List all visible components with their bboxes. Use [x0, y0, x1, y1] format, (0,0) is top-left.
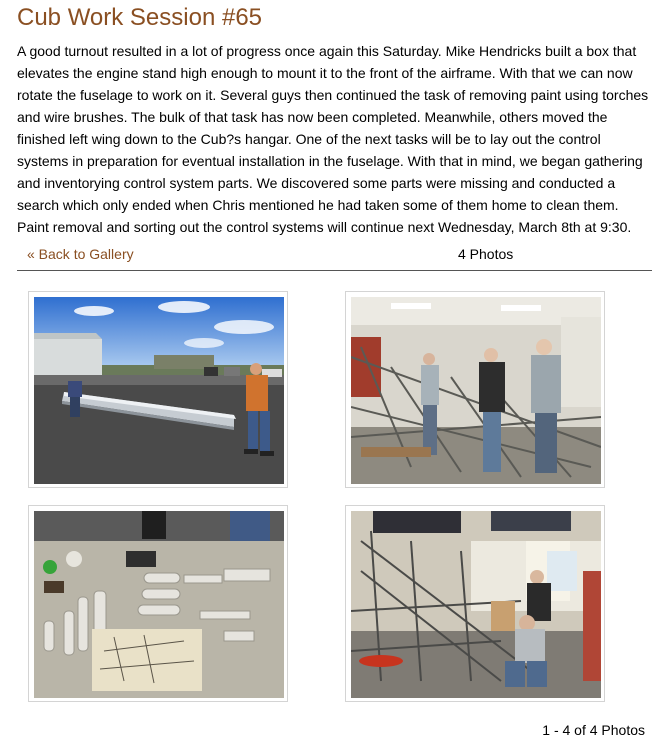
page-title: Cub Work Session #65: [17, 4, 263, 31]
photo-fuselage-workshop: [351, 511, 601, 698]
photo-thumbnail-2[interactable]: [345, 291, 605, 488]
pagination-summary: 1 - 4 of 4 Photos: [542, 722, 645, 738]
gallery-navigation-bar: [17, 244, 652, 271]
photo-thumbnail-3[interactable]: [28, 505, 288, 702]
photo-fuselage-inspection: [351, 297, 601, 484]
back-to-gallery-link[interactable]: « Back to Gallery: [27, 246, 134, 262]
session-description: A good turnout resulted in a lot of progress once again this Saturday. Mike Hendricks built a box that elevates the engine stand high enough to mount it to the front of the airframe. With that we can now rotate the fuselage to work on it. Several guys then continued the task of removing paint using torches and wire brushes. The bulk of that task has now been completed. Meanwhile, others moved the finished left wing down to the Cub?s hangar. One of the next tasks will be to lay out the control systems in preparation for eventual installation in the fuselage. With that in mind, we began gathering and inventorying control system parts. We discovered some parts were missing and conducted a search which only ended when Chris mentioned he had taken some of them home to clean them. Paint removal and sorting out the control systems will continue next Wednesday, March 8th at 9:30.: [17, 43, 649, 235]
photo-thumbnail-4[interactable]: [345, 505, 605, 702]
photo-wing-carry: [34, 297, 284, 484]
photo-thumbnail-1[interactable]: [28, 291, 288, 488]
photo-count: 4 Photos: [458, 246, 514, 262]
photo-control-parts-table: [34, 511, 284, 698]
